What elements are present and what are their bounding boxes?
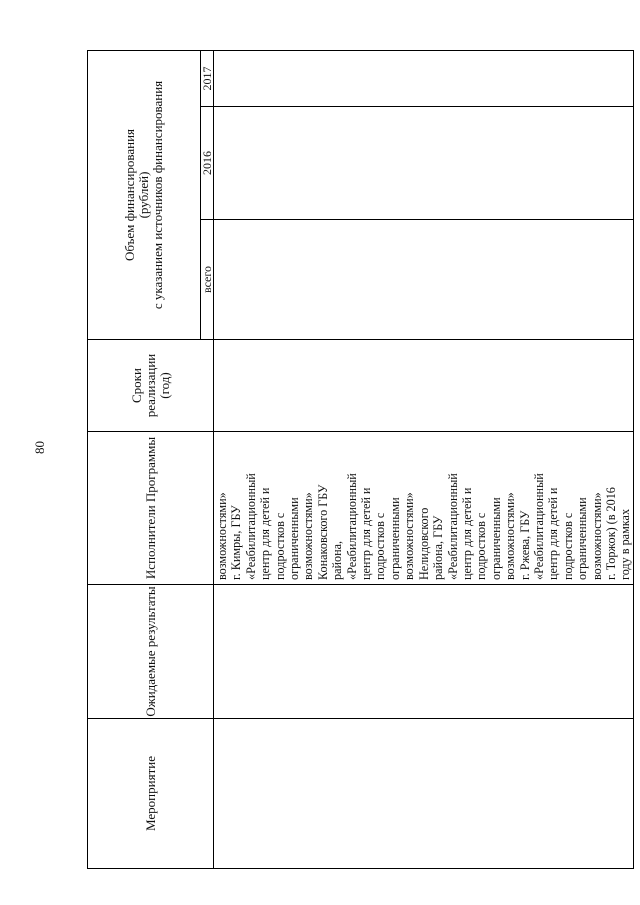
cell-terms	[214, 340, 634, 432]
performers-line: возможностями»	[589, 492, 604, 580]
program-table-page	[87, 51, 633, 869]
cell-event	[214, 719, 634, 869]
performers-line: г. Кимры, ГБУ	[229, 505, 244, 580]
header-funding-line1: Объем финансирования	[122, 128, 137, 262]
header-funding-line2: (рублей)	[136, 171, 151, 219]
performers-line: «Реабилитационный	[531, 473, 546, 580]
performers-line: Нелидовского	[416, 507, 431, 580]
performers-line: году в рамках	[618, 508, 633, 580]
cell-2016	[214, 107, 634, 220]
performers-line: ограниченными	[575, 497, 590, 580]
performers-line: «Реабилитационный	[445, 473, 460, 580]
header-funding-line3: с указанием источников финансирования	[150, 80, 165, 310]
performers-line: г. Ржева, ГБУ	[517, 510, 532, 580]
cell-performers	[214, 432, 634, 585]
performers-text	[215, 436, 633, 580]
performers-line: центр для детей и	[546, 487, 561, 580]
performers-line: района, ГБУ	[431, 515, 446, 580]
performers-line: возможностями»	[402, 492, 417, 580]
performers-line: подростков с	[560, 512, 575, 580]
performers-line: ограниченными	[287, 497, 302, 580]
performers-line: «Реабилитационный	[243, 473, 258, 580]
performers-line: района,	[330, 540, 345, 580]
performers-line: подростков с	[272, 512, 287, 580]
header-year-2017: 2017	[201, 50, 214, 106]
header-expected-results: Ожидаемые результаты	[88, 585, 214, 719]
performers-line: подростков с	[474, 512, 489, 580]
performers-line: Конаковского ГБУ	[315, 484, 330, 580]
performers-line: возможностями»	[215, 492, 229, 580]
performers-line: возможностями»	[301, 492, 316, 580]
header-terms: Сроки реализации (год)	[88, 340, 214, 432]
header-event: Мероприятие	[88, 719, 214, 869]
performers-line: возможностями»	[503, 492, 518, 580]
performers-line: центр для детей и	[459, 487, 474, 580]
cell-total	[214, 220, 634, 340]
header-funding	[88, 50, 201, 339]
performers-line: подростков с	[373, 512, 388, 580]
header-year-2016: 2016	[201, 107, 214, 220]
header-performers: Исполнители Программы	[88, 432, 214, 585]
performers-line: ограниченными	[488, 497, 503, 580]
performers-line: центр для детей и	[359, 487, 374, 580]
performers-line: «Реабилитационный	[344, 473, 359, 580]
performers-line: г. Торжок) (в 2016	[603, 487, 618, 580]
cell-2017	[214, 50, 634, 106]
program-table	[87, 50, 634, 869]
table-row	[214, 50, 634, 868]
performers-line: центр для детей и	[258, 487, 273, 580]
performers-line: ограниченными	[387, 497, 402, 580]
header-row	[88, 50, 201, 868]
header-total: всего	[201, 220, 214, 340]
page-number: 80	[32, 441, 47, 454]
cell-expected-results	[214, 585, 634, 719]
